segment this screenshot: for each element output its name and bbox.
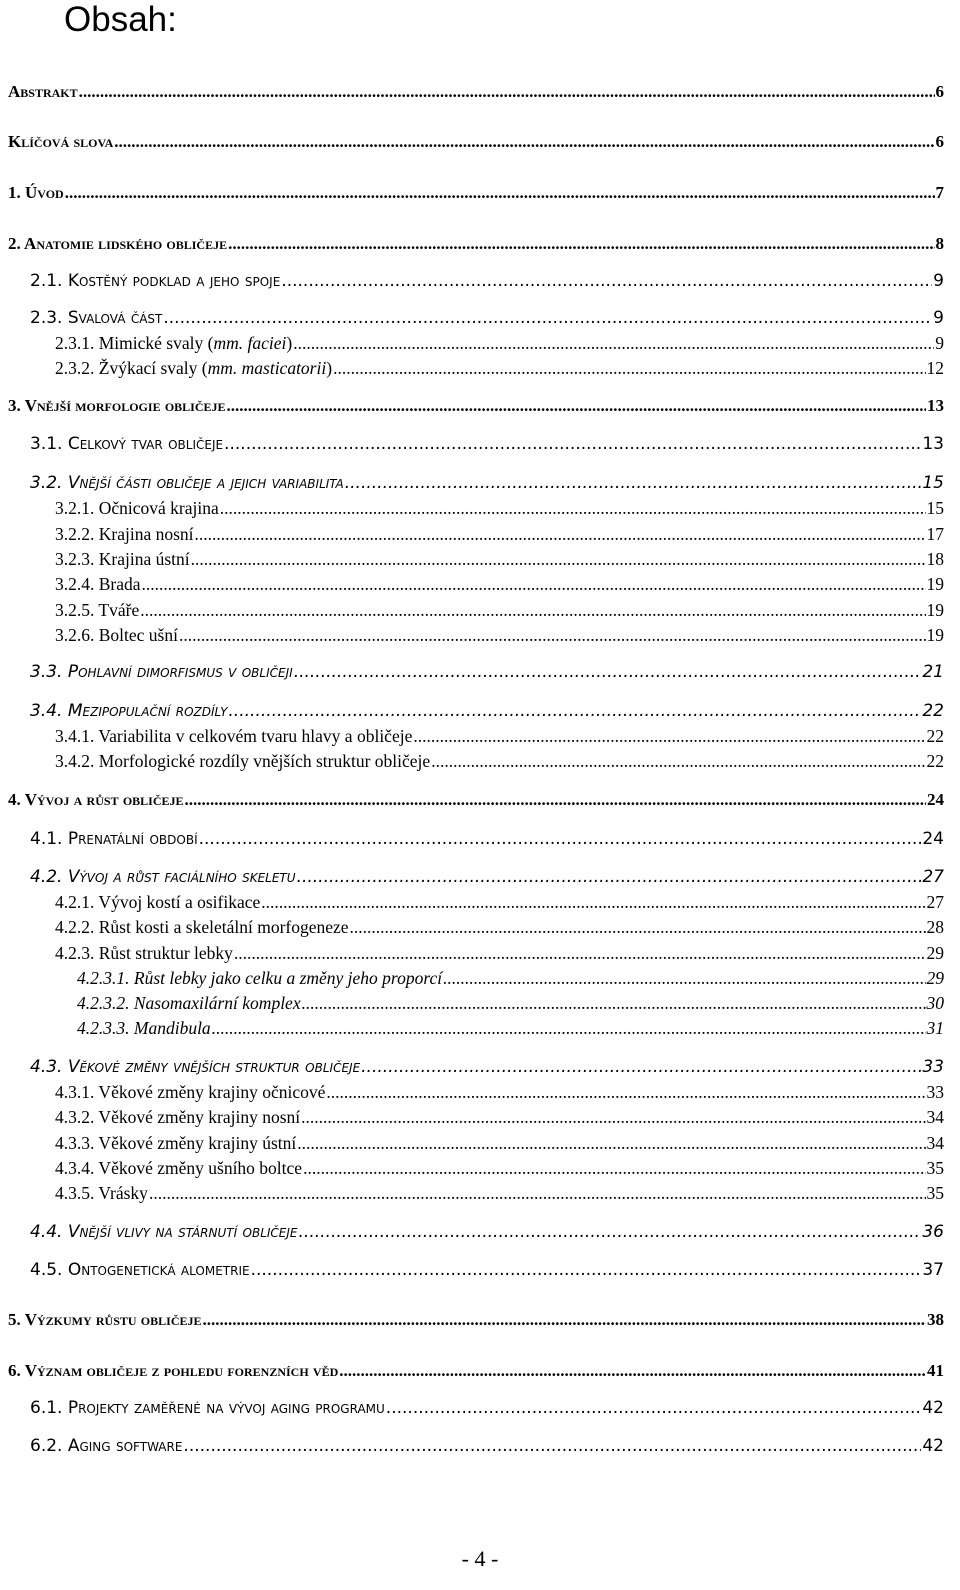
toc-entry[interactable]: Klíčová slova ..... 6	[8, 132, 944, 152]
toc-entry[interactable]: 6.1. Projekty zaměřené na vývoj aging programu ..... 42	[30, 1398, 944, 1418]
toc-entry[interactable]: 2.3.2. Žvýkací svaly (mm. masticatorii) ..... 12	[55, 358, 944, 379]
toc-entry[interactable]: 2. Anatomie lidského obličeje ..... 8	[8, 234, 944, 254]
toc-entry[interactable]: 4.3.2. Věkové změny krajiny nosní ..... 34	[55, 1107, 944, 1128]
toc-entry[interactable]: 5. Výzkumy růstu obličeje ..... 38	[8, 1310, 944, 1330]
toc-entry[interactable]: 4.4. Vnější vlivy na stárnutí obličeje ..... 36	[30, 1222, 944, 1242]
toc-entry[interactable]: 2.3.1. Mimické svaly (mm. faciei) ..... 9	[55, 333, 944, 354]
toc-entry[interactable]: 4.3.4. Věkové změny ušního boltce ..... 35	[55, 1158, 944, 1179]
toc-entry[interactable]: 3.2. Vnější části obličeje a jejich variabilita ..... 15	[30, 473, 944, 493]
toc-entry[interactable]: 1. Úvod ..... 7	[8, 183, 944, 203]
toc-entry[interactable]: 3.2.5. Tváře ..... 19	[55, 600, 944, 621]
toc-entry[interactable]: Abstrakt ..... 6	[8, 82, 944, 102]
toc-entry[interactable]: 3.1. Celkový tvar obličeje ..... 13	[30, 434, 944, 454]
toc-entry[interactable]: 4.3.1. Věkové změny krajiny očnicové ..... 33	[55, 1082, 944, 1103]
toc-entry[interactable]: 4.3. Věkové změny vnějších struktur obličeje ..... 33	[30, 1057, 944, 1077]
toc-entry[interactable]: 3.4. Mezipopulační rozdíly ..... 22	[30, 701, 944, 721]
toc-entry[interactable]: 4.2.3.2. Nasomaxilární komplex ..... 30	[77, 993, 944, 1014]
toc-entry[interactable]: 4.2.3.1. Růst lebky jako celku a změny jeho proporcí ..... 29	[77, 968, 944, 989]
toc-entry[interactable]: 4.5. Ontogenetická alometrie ..... 37	[30, 1260, 944, 1280]
toc-entry[interactable]: 4.2.3.3. Mandibula ..... 31	[77, 1018, 944, 1039]
toc-entry[interactable]: 3.3. Pohlavní dimorfismus v obličeji ..... 21	[30, 662, 944, 682]
toc-entry[interactable]: 3.2.4. Brada ..... 19	[55, 574, 944, 595]
page-number: - 4 -	[461, 1546, 499, 1571]
page-title: Obsah:	[64, 0, 177, 39]
toc-entry[interactable]: 2.1. Kostěný podklad a jeho spoje ..... 9	[30, 271, 944, 291]
toc-entry[interactable]: 3.2.3. Krajina ústní ..... 18	[55, 549, 944, 570]
toc-entry[interactable]: 6. Význam obličeje z pohledu forenzních věd ..... 41	[8, 1361, 944, 1381]
toc-entry[interactable]: 4.3.3. Věkové změny krajiny ústní ..... 34	[55, 1133, 944, 1154]
toc-entry[interactable]: 4.1. Prenatální období ..... 24	[30, 829, 944, 849]
toc-entry[interactable]: 4.2.2. Růst kosti a skeletální morfogeneze ..... 28	[55, 917, 944, 938]
toc-entry[interactable]: 4.2. Vývoj a růst faciálního skeletu ..... 27	[30, 867, 944, 887]
toc-entry[interactable]: 3.2.2. Krajina nosní ..... 17	[55, 524, 944, 545]
toc-entry[interactable]: 4.2.3. Růst struktur lebky ..... 29	[55, 943, 944, 964]
toc-entry[interactable]: 3.4.2. Morfologické rozdíly vnějších struktur obličeje ..... 22	[55, 751, 944, 772]
toc-entry[interactable]: 2.3. Svalová část ..... 9	[30, 308, 944, 328]
toc-entry[interactable]: 3.4.1. Variabilita v celkovém tvaru hlavy a obličeje ..... 22	[55, 726, 944, 747]
toc-entry[interactable]: 3.2.6. Boltec ušní ..... 19	[55, 625, 944, 646]
toc-entry[interactable]: 4. Vývoj a růst obličeje ..... 24	[8, 790, 944, 810]
toc-entry[interactable]: 6.2. Aging software ..... 42	[30, 1436, 944, 1456]
toc-entry[interactable]: 3.2.1. Očnicová krajina ..... 15	[55, 498, 944, 519]
toc-entry[interactable]: 4.3.5. Vrásky ..... 35	[55, 1183, 944, 1204]
toc-entry[interactable]: 3. Vnější morfologie obličeje ..... 13	[8, 396, 944, 416]
toc-entry[interactable]: 4.2.1. Vývoj kostí a osifikace ..... 27	[55, 892, 944, 913]
